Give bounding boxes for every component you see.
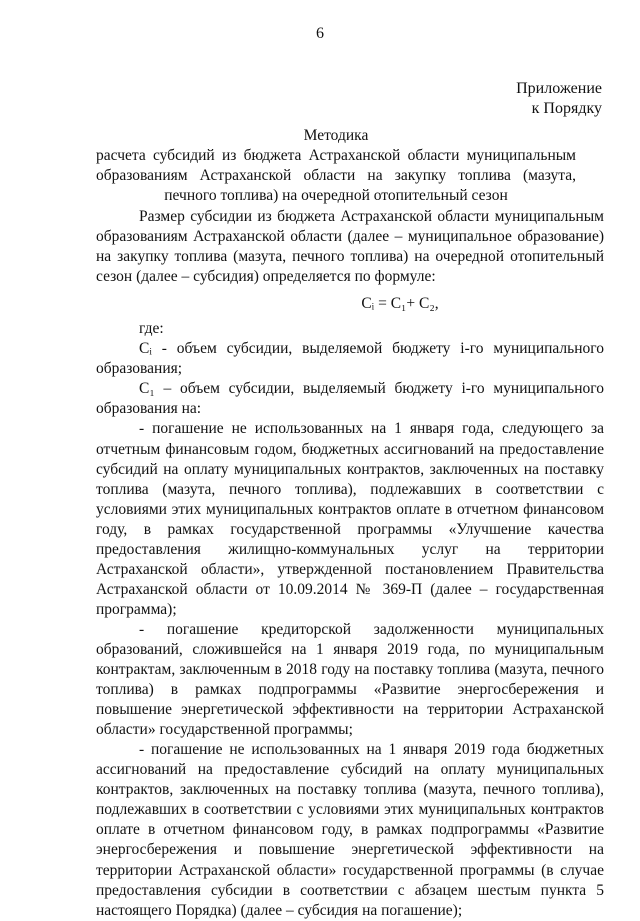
definition-ci: Cᵢ - объем субсидии, выделяемой бюджету i-го муниципального образования; [96, 340, 604, 378]
document-heading [96, 126, 576, 206]
formula: Cᵢ = C₁+ C₂, [361, 295, 439, 313]
appendix-label [516, 79, 602, 119]
intro-paragraph: Размер субсидии из бюджета Астраханской области муниципальным образованиям Астраханской области (далее – муниципальное образование) на закупку топлива (мазута, печного топлива) на очередной отопительный сезон (далее – субсидия) определяется по формуле: [96, 208, 604, 286]
appendix-line-2: к Порядку [531, 100, 602, 117]
document-body [96, 207, 604, 921]
heading-title: Методика [303, 127, 369, 144]
appendix-line-1: Приложение [516, 80, 602, 97]
list-item-3: - погашение не использованных на 1 января 2019 года бюджетных ассигнований на предоставление субсидий на оплату муниципальных контрактов, заключенных на поставку топлива (мазута, печного топлива), подлежавших в соответствии с условиями этих муниципальных контрактов оплате в отчетном финансовом году, в рамках подпрограммы «Развитие энергосбережения и повышение энергетической эффективности на территории Астраханской области» государственной программы (в случае предоставления субсидии в соответствии с абзацем шестым пункта 5 настоящего Порядка) (далее – субсидия на погашение); [96, 741, 604, 919]
heading-subtitle: расчета субсидий из бюджета Астраханской области муниципальным образованиям Астраханской области на закупку топлива (мазута, печного топлива) на очередной отопительный сезон [96, 147, 576, 204]
definition-c1: C₁ – объем субсидии, выделяемый бюджету i-го муниципального образования на: [96, 380, 604, 418]
page-number: 6 [316, 25, 324, 42]
where-label: где: [139, 320, 164, 338]
list-item-1: - погашение не использованных на 1 января года, следующего за отчетным финансовым годом, бюджетных ассигнований на предоставление субсидий на оплату муниципальных контрактов, заключенных на поставку топлива (мазута, печного топлива), подлежавших в соответствии с условиями этих муниципальных контрактов оплате в отчетном финансовом году, в рамках государственной программы «Улучшение качества предоставления жилищно-коммунальных услуг на территории Астраханской области», утвержденной постановлением Правительства Астраханской области от 10.09.2014 № 369-П (далее – государственная программа); [96, 420, 604, 618]
list-item-2: - погашение кредиторской задолженности муниципальных образований, сложившейся на 1 января 2019 года, по муниципальным контрактам, заключенным в 2018 году на поставку топлива (мазута, печного топлива) в рамках подпрограммы «Развитие энергосбережения и повышение энергетической эффективности на территории Астраханской области» государственной программы; [96, 620, 604, 739]
